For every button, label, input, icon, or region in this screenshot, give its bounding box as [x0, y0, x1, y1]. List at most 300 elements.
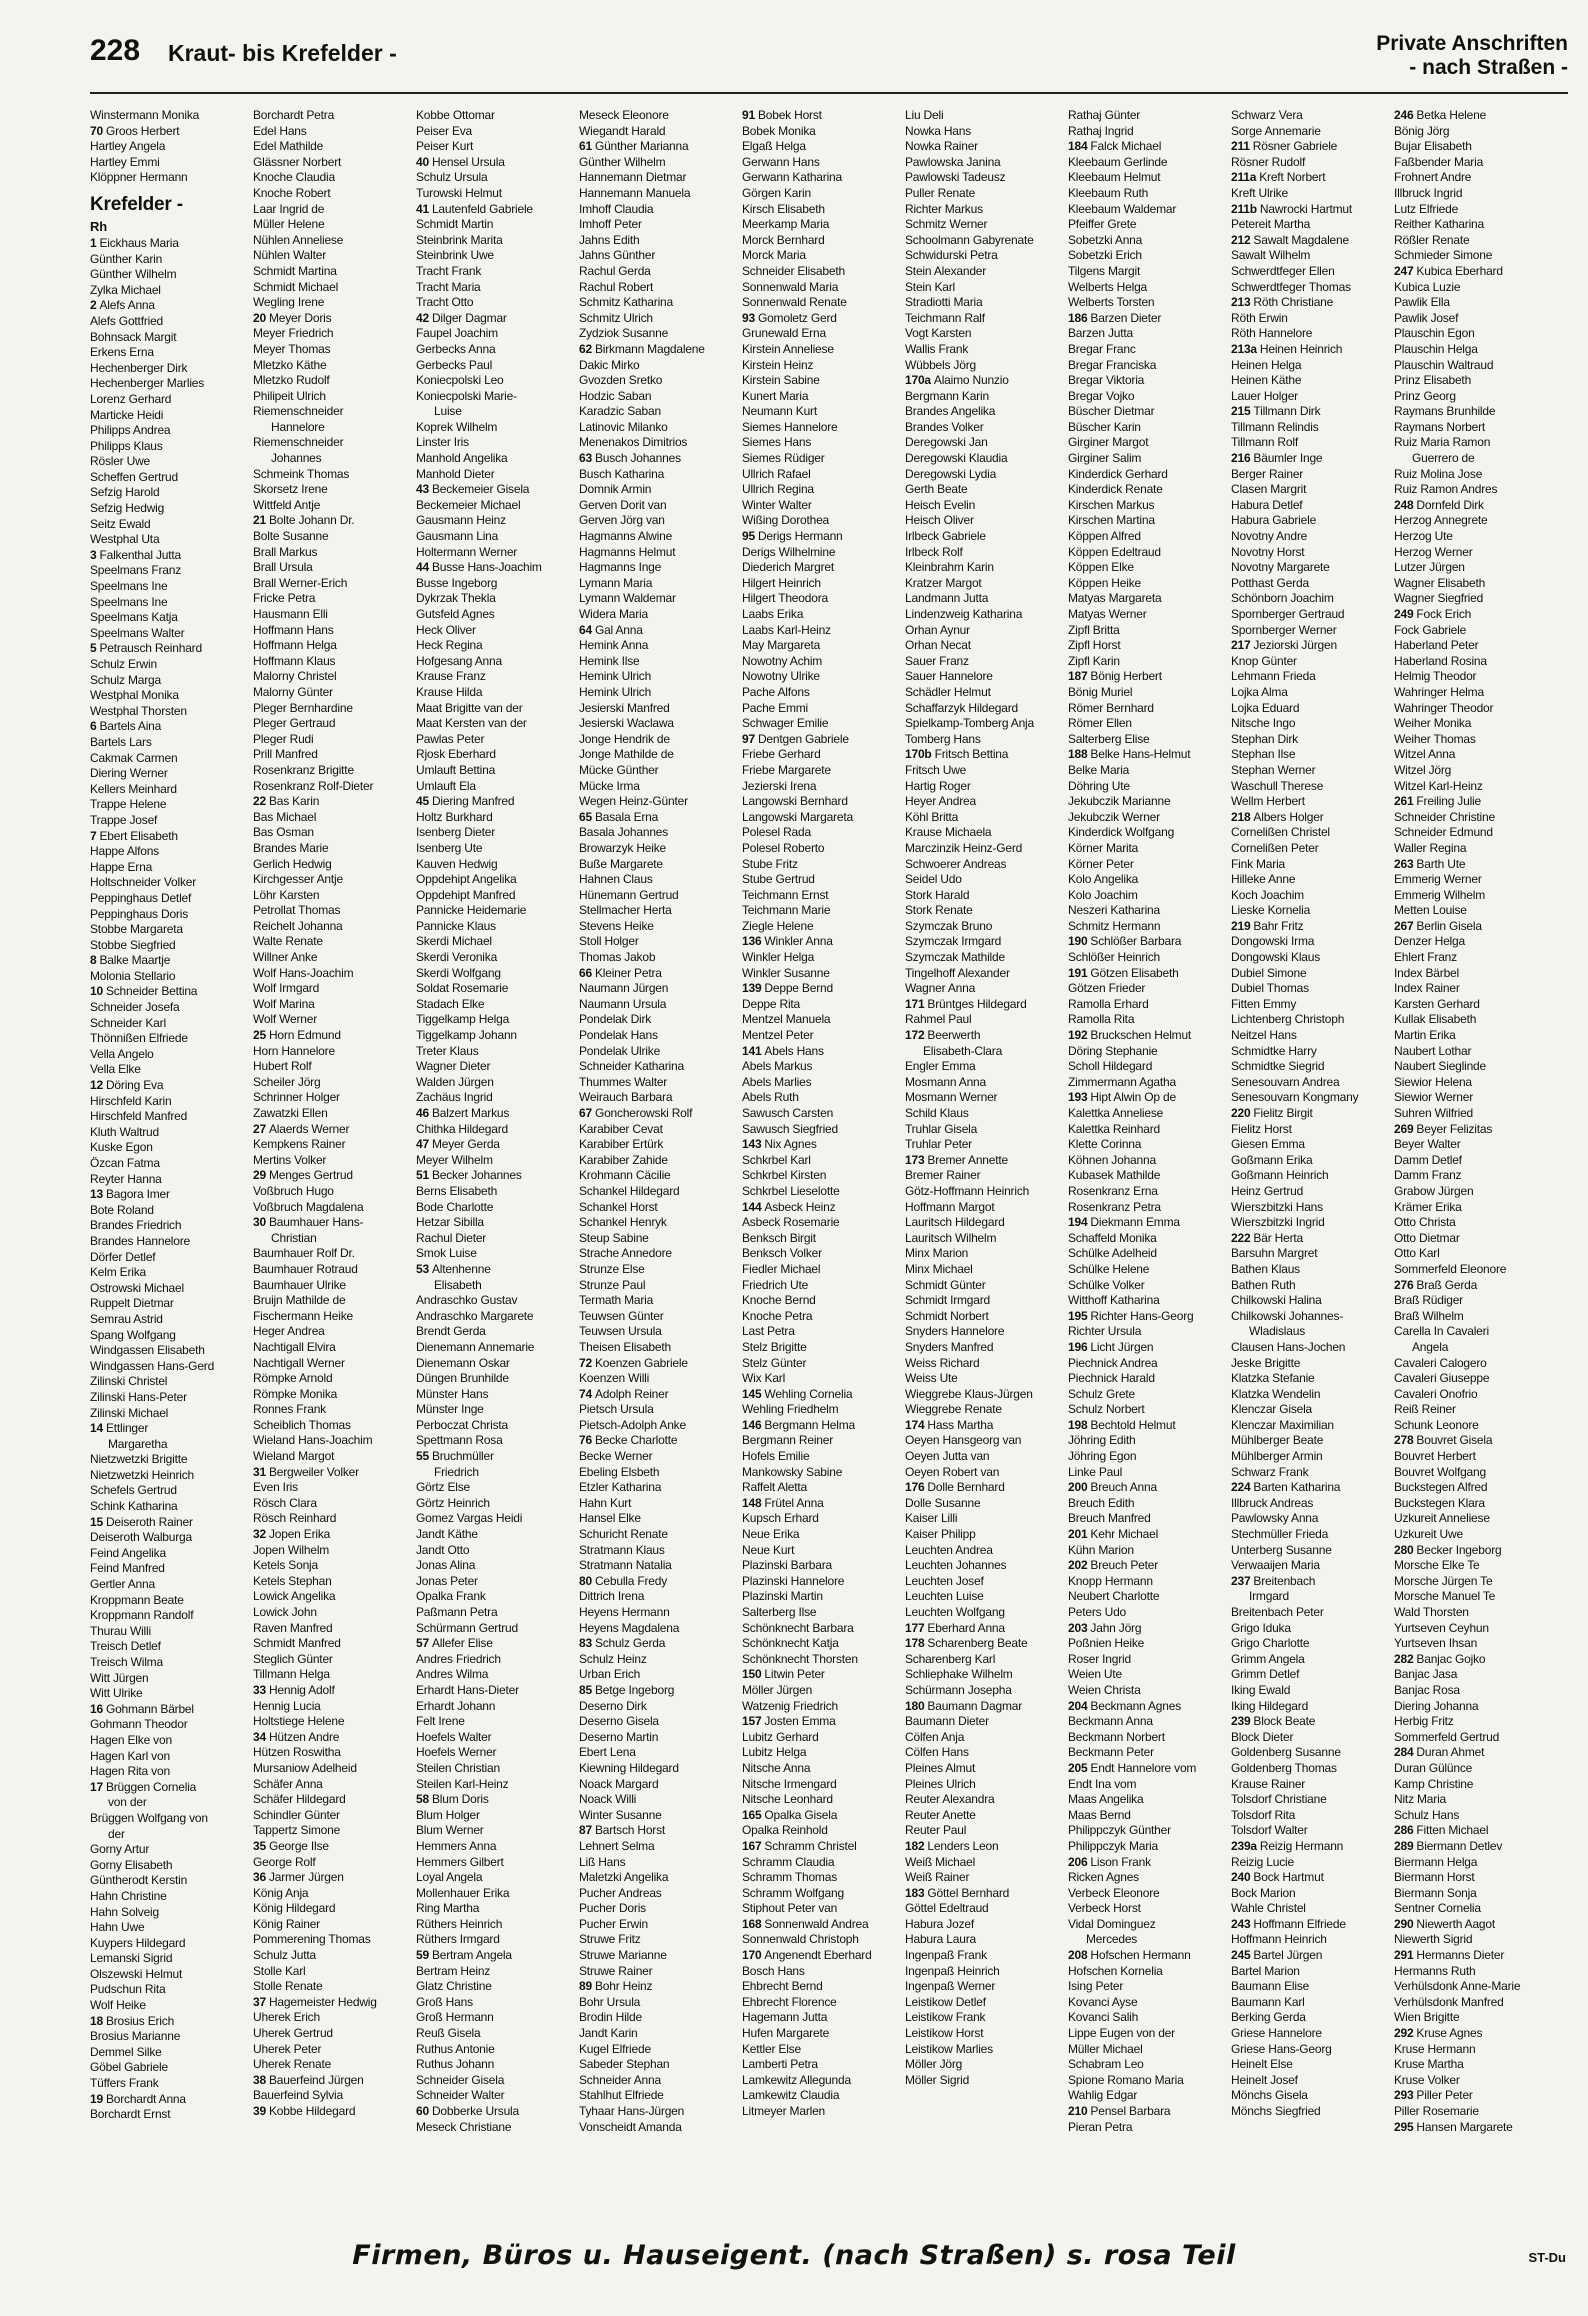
resident-name: Fritsch Uwe: [905, 762, 967, 777]
resident-name: Krefelder -: [90, 193, 183, 215]
resident-name: Erhardt Johann: [416, 1698, 496, 1713]
resident-name: Elisabeth: [434, 1277, 482, 1292]
resident-name: Kobbe Ottomar: [416, 108, 495, 122]
directory-entry: [579, 1184, 737, 1200]
resident-name: Bolte Johann Dr.: [268, 513, 355, 528]
resident-name: Pietsch Ursula: [579, 1402, 654, 1417]
resident-name: Falck Michael: [1090, 139, 1162, 154]
resident-name: Hofels Emilie: [742, 1449, 810, 1464]
directory-entry: [905, 654, 1063, 670]
directory-entry: [1394, 701, 1552, 717]
resident-name: Bergmann Karin: [905, 388, 989, 403]
resident-name: Diederich Margret: [742, 560, 834, 575]
directory-entry: [905, 1231, 1063, 1247]
directory-entry: [742, 607, 900, 623]
directory-entry: [579, 1153, 737, 1169]
directory-entry: [1068, 1699, 1226, 1715]
directory-entry: [905, 747, 1063, 763]
directory-entry: [416, 1621, 574, 1637]
resident-name: Hagmanns Helmut: [579, 544, 676, 559]
directory-entry: [416, 1309, 574, 1325]
resident-name: Gerlich Hedwig: [253, 856, 332, 871]
resident-name: Tillmann Dirk: [1253, 404, 1321, 419]
directory-entry: [905, 1106, 1063, 1122]
directory-entry: [1394, 155, 1552, 171]
resident-name: Kleiner Petra: [594, 965, 662, 980]
house-number: 165: [742, 1807, 762, 1822]
directory-entry: [253, 1200, 411, 1216]
house-number: 220: [1231, 1106, 1251, 1120]
resident-name: Rosenkranz Erna: [1068, 1183, 1158, 1198]
directory-entry: [416, 1246, 574, 1262]
resident-name: Stolle Karl: [253, 1963, 306, 1978]
directory-entry: [742, 1761, 900, 1777]
directory-entry: [1394, 1979, 1552, 1995]
directory-entry: [1231, 1621, 1389, 1637]
resident-name: Grigo Charlotte: [1231, 1636, 1310, 1651]
resident-name: Möller Sigrid: [905, 2072, 970, 2087]
directory-entry: [90, 501, 248, 517]
directory-entry: [1231, 482, 1389, 498]
directory-entry: [416, 248, 574, 264]
resident-name: Günther Wilhelm: [579, 154, 666, 169]
directory-entry: [579, 186, 737, 202]
resident-name: Kupsch Erhard: [742, 1511, 819, 1526]
resident-name: Rosenkranz Rolf-Dieter: [253, 778, 374, 793]
house-number: 70: [90, 123, 103, 138]
directory-entry: [742, 1932, 900, 1948]
house-number: 217: [1231, 638, 1251, 653]
resident-name: Soldat Rosemarie: [416, 981, 509, 996]
directory-entry: [416, 966, 574, 982]
directory-entry: [742, 2042, 900, 2058]
resident-name: Heinen Helga: [1231, 357, 1302, 372]
directory-entry: [905, 1745, 1063, 1761]
directory-entry: [416, 202, 574, 218]
directory-entry: [905, 591, 1063, 607]
directory-entry: [416, 1699, 574, 1715]
directory-entry: [253, 1730, 411, 1746]
resident-name: Noack Margard: [579, 1776, 659, 1791]
resident-name: Sobetzki Anna: [1068, 232, 1143, 247]
directory-entry: [253, 1106, 411, 1122]
directory-entry: [905, 1808, 1063, 1824]
directory-entry: [1068, 1371, 1226, 1387]
house-number: 206: [1068, 1854, 1088, 1869]
directory-entry: [253, 607, 411, 623]
resident-name: Mosmann Werner: [905, 1090, 998, 1105]
resident-name: Emmerig Wilhelm: [1394, 887, 1486, 902]
header-category: [1376, 32, 1568, 80]
resident-name: Mühlberger Armin: [1231, 1449, 1323, 1464]
resident-name: Scharenberg Beate: [927, 1636, 1028, 1651]
resident-name: Richter Hans-Georg: [1090, 1308, 1194, 1323]
directory-entry: [1068, 2042, 1226, 2058]
resident-name: Plazinski Barbara: [742, 1558, 832, 1573]
resident-name: Sonnenwald Renate: [742, 295, 847, 310]
house-number: 263: [1394, 856, 1414, 871]
directory-entry: [253, 513, 411, 529]
resident-name: Wahringer Helma: [1394, 684, 1484, 699]
directory-entry: [416, 2073, 574, 2089]
directory-entry: [416, 1465, 574, 1481]
directory-column-9: [1394, 108, 1552, 2228]
directory-entry: [253, 1387, 411, 1403]
directory-entry: [90, 170, 248, 186]
resident-name: Bas Michael: [253, 809, 317, 824]
directory-entry: [253, 1574, 411, 1590]
directory-entry: [1068, 1979, 1226, 1995]
resident-name: Engler Emma: [905, 1059, 976, 1074]
resident-name: Krohmann Cäcilie: [579, 1168, 671, 1183]
resident-name: Skerdi Wolfgang: [416, 965, 501, 980]
resident-name: Hannemann Manuela: [579, 185, 691, 200]
directory-entry: [1394, 1262, 1552, 1278]
directory-entry: [579, 1870, 737, 1886]
directory-entry: [1394, 1511, 1552, 1527]
resident-name: Nitz Maria: [1394, 1792, 1447, 1807]
directory-entry: [1231, 1589, 1389, 1605]
directory-entry: [579, 1683, 737, 1699]
resident-name: Walden Jürgen: [416, 1074, 494, 1089]
house-number: 51: [416, 1168, 429, 1183]
resident-name: Götzen Elisabeth: [1090, 965, 1179, 980]
directory-entry: [416, 1511, 574, 1527]
directory-entry: [742, 1028, 900, 1044]
resident-name: Naubert Lothar: [1394, 1043, 1472, 1058]
directory-entry: [905, 685, 1063, 701]
resident-name: Bartel Jürgen: [1253, 1948, 1323, 1963]
directory-entry: [90, 1967, 248, 1983]
resident-name: Kuypers Hildegard: [90, 1935, 186, 1950]
resident-name: Yurtseven Ceyhun: [1394, 1620, 1489, 1635]
directory-entry: [1394, 934, 1552, 950]
directory-entry: [1068, 607, 1226, 623]
directory-entry: [416, 716, 574, 732]
resident-name: Wierszbitzki Hans: [1231, 1199, 1323, 1214]
directory-entry: [1394, 1777, 1552, 1793]
resident-name: Busse Ingeborg: [416, 575, 498, 590]
directory-entry: [905, 217, 1063, 233]
directory-entry: [1394, 404, 1552, 420]
resident-name: Hennig Adolf: [268, 1682, 335, 1697]
directory-entry: [1231, 966, 1389, 982]
resident-name: Marczinzik Heinz-Gerd: [905, 840, 1023, 855]
resident-name: Beckmann Anna: [1068, 1714, 1153, 1729]
resident-name: Hagmanns Inge: [579, 560, 662, 575]
directory-entry: [579, 1356, 737, 1372]
house-number: 216: [1231, 451, 1251, 466]
directory-entry: [1231, 1387, 1389, 1403]
resident-name: Novotny Margarete: [1231, 560, 1330, 575]
resident-name: Hemmers Anna: [416, 1838, 497, 1853]
resident-name: Kleebaum Ruth: [1068, 185, 1149, 200]
resident-name: Bregar Franciska: [1068, 357, 1157, 372]
resident-name: Horn Edmund: [268, 1028, 341, 1043]
house-number: 85: [579, 1682, 592, 1697]
resident-name: Suhren Wilfried: [1394, 1106, 1474, 1120]
resident-name: Nowotny Ulrike: [742, 669, 820, 684]
resident-name: Busse Hans-Joachim: [431, 560, 542, 575]
resident-name: Schulz Norbert: [1068, 1402, 1145, 1417]
resident-name: Barzen Dieter: [1090, 310, 1162, 325]
resident-name: Opalka Frank: [416, 1589, 486, 1604]
house-number: 5: [90, 641, 97, 656]
resident-name: Dobberke Ursula: [431, 2104, 519, 2118]
resident-name: Happe Erna: [90, 859, 153, 874]
resident-name: Jandt Käthe: [416, 1527, 478, 1542]
directory-entry: [1394, 1683, 1552, 1699]
directory-column-7: [1068, 108, 1226, 2228]
directory-entry: [253, 1075, 411, 1091]
resident-name: Ingenpaß Heinrich: [905, 1963, 1000, 1978]
resident-name: Klöppner Hermann: [90, 170, 188, 185]
resident-name: Schwager Emilie: [742, 716, 829, 731]
directory-entry: [579, 1371, 737, 1387]
directory-entry: [253, 1948, 411, 1964]
resident-name: Breitenbach: [1253, 1573, 1316, 1588]
resident-name: Hemmers Gilbert: [416, 1854, 504, 1869]
resident-name: Leistikow Horst: [905, 2026, 984, 2041]
resident-name: Ingenpaß Werner: [905, 1979, 996, 1994]
resident-name: Welberts Torsten: [1068, 295, 1155, 310]
directory-entry: [1394, 591, 1552, 607]
resident-name: Block Beate: [1253, 1714, 1316, 1729]
house-number: 43: [416, 482, 429, 497]
resident-name: Allefer Elise: [431, 1636, 493, 1651]
resident-name: Fock Gabriele: [1394, 622, 1467, 637]
section-title: Kraut- bis Krefelder -: [168, 40, 397, 66]
resident-name: Tolsdorf Rita: [1231, 1807, 1296, 1822]
house-number: 143: [742, 1137, 762, 1152]
resident-name: Altenhenne: [431, 1261, 491, 1276]
directory-entry: [579, 1387, 737, 1403]
directory-entry: [579, 545, 737, 561]
directory-entry: [416, 1667, 574, 1683]
directory-entry: [905, 139, 1063, 155]
resident-name: Ramolla Rita: [1068, 1012, 1135, 1027]
resident-name: Winstermann Monika: [90, 108, 200, 122]
directory-entry: [905, 233, 1063, 249]
directory-entry: [579, 857, 737, 873]
directory-entry: [1068, 1761, 1226, 1777]
directory-column-1: [90, 108, 248, 2228]
house-number: 284: [1394, 1745, 1414, 1760]
resident-name: Göbel Gabriele: [90, 2060, 168, 2075]
resident-name: Münster Hans: [416, 1386, 489, 1401]
directory-entry: [90, 984, 248, 1000]
directory-entry: [579, 342, 737, 358]
directory-entry: [253, 1621, 411, 1637]
resident-name: Ruthus Antonie: [416, 2041, 495, 2056]
resident-name: Endt Hannelore vom: [1090, 1760, 1197, 1775]
house-number: 193: [1068, 1090, 1088, 1105]
resident-name: Pondelak Hans: [579, 1028, 658, 1043]
resident-name: Petereit Martha: [1231, 217, 1311, 232]
resident-name: Hünemann Gertrud: [579, 887, 679, 902]
directory-entry: [90, 1374, 248, 1390]
resident-name: Feind Angelika: [90, 1545, 166, 1560]
directory-entry: [905, 1823, 1063, 1839]
directory-entry: [1068, 2057, 1226, 2073]
directory-entry: [1068, 1324, 1226, 1340]
resident-name: Ebert Elisabeth: [99, 828, 178, 843]
resident-name: Bertram Heinz: [416, 1963, 491, 1978]
house-number: 170a: [905, 373, 931, 388]
resident-name: Mentzel Peter: [742, 1028, 814, 1043]
directory-entry: [742, 1792, 900, 1808]
resident-name: Friebe Margarete: [742, 762, 831, 777]
resident-name: Wieggrebe Klaus-Jürgen: [905, 1386, 1033, 1401]
directory-entry: [1231, 1808, 1389, 1824]
resident-name: Hemink Ilse: [579, 653, 640, 668]
directory-entry: [1394, 1122, 1552, 1138]
resident-name: Umlauft Ela: [416, 778, 476, 793]
directory-entry: [253, 1761, 411, 1777]
directory-entry: [1394, 716, 1552, 732]
resident-name: Karabiber Zahide: [579, 1152, 668, 1167]
resident-name: Jandt Karin: [579, 2026, 638, 2041]
directory-entry: [742, 919, 900, 935]
resident-name: Senesouvarn Andrea: [1231, 1074, 1340, 1089]
directory-entry: [1068, 482, 1226, 498]
house-number: 64: [579, 622, 592, 637]
resident-name: Borchardt Anna: [105, 2091, 186, 2106]
directory-entry: [1394, 342, 1552, 358]
resident-name: Zylka Michael: [90, 282, 161, 297]
directory-entry: [1394, 981, 1552, 997]
directory-entry: [416, 513, 574, 529]
directory-entry: [90, 907, 248, 923]
directory-entry: [1394, 1028, 1552, 1044]
directory-entry: [253, 794, 411, 810]
resident-name: Bergmann Helma: [764, 1417, 855, 1432]
directory-entry: [1394, 295, 1552, 311]
resident-name: Maletzki Angelika: [579, 1870, 669, 1885]
directory-entry: [253, 264, 411, 280]
directory-entry: [905, 1605, 1063, 1621]
resident-name: Neumann Kurt: [742, 404, 817, 419]
house-number: 211b: [1231, 201, 1257, 216]
directory-entry: [253, 1543, 411, 1559]
directory-entry: [905, 1761, 1063, 1777]
directory-entry: [253, 498, 411, 514]
resident-name: Peiser Kurt: [416, 139, 474, 154]
directory-entry: [1068, 1621, 1226, 1637]
directory-entry: [253, 139, 411, 155]
directory-entry: [253, 2042, 411, 2058]
resident-name: Hagemeister Hedwig: [268, 1994, 377, 2009]
resident-name: Schmidtke Siegrid: [1231, 1059, 1325, 1074]
resident-name: Nühlen Walter: [253, 248, 326, 263]
directory-entry: [1394, 1309, 1552, 1325]
resident-name: Bartels Aina: [99, 719, 162, 734]
directory-entry: [905, 1558, 1063, 1574]
resident-name: Mletzko Käthe: [253, 357, 327, 372]
resident-name: Borchardt Ernst: [90, 2107, 171, 2122]
resident-name: Wittfeld Antje: [253, 497, 321, 512]
resident-name: Angenendt Eberhard: [764, 1948, 872, 1963]
resident-name: Rosenkranz Petra: [1068, 1199, 1161, 1214]
directory-entry: [90, 1951, 248, 1967]
directory-entry: [579, 1979, 737, 1995]
resident-name: Körner Marita: [1068, 840, 1139, 855]
resident-name: Hubert Rolf: [253, 1059, 312, 1074]
directory-entry: [579, 623, 737, 639]
directory-entry: [742, 981, 900, 997]
directory-entry: [1394, 1543, 1552, 1559]
directory-entry: [579, 108, 737, 124]
directory-entry: [742, 1293, 900, 1309]
resident-name: Bönig Herbert: [1090, 669, 1162, 684]
resident-name: Lindenzweig Katharina: [905, 607, 1023, 621]
resident-name: Winkler Helga: [742, 950, 815, 965]
directory-entry: [1231, 186, 1389, 202]
directory-entry: [416, 1761, 574, 1777]
directory-entry: [1231, 1278, 1389, 1294]
resident-name: Brodin Hilde: [579, 2010, 642, 2025]
directory-entry: [1394, 1356, 1552, 1372]
resident-name: Uherek Erich: [253, 2010, 320, 2025]
resident-name: Stradiotti Maria: [905, 295, 983, 310]
directory-entry: [1068, 701, 1226, 717]
resident-name: Nawrocki Hartmut: [1259, 201, 1353, 216]
directory-entry: [90, 641, 248, 657]
resident-name: Truhlar Gisela: [905, 1121, 978, 1136]
resident-name: Heger Andrea: [253, 1324, 325, 1339]
directory-entry: [416, 264, 574, 280]
directory-entry: [253, 685, 411, 701]
directory-entry: [579, 810, 737, 826]
directory-entry: [1394, 1449, 1552, 1465]
directory-entry: [1231, 1340, 1389, 1356]
directory-entry: [1394, 1901, 1552, 1917]
directory-entry: [253, 1792, 411, 1808]
directory-entry: [1068, 2010, 1226, 2026]
resident-name: Klatzka Wendelin: [1231, 1386, 1321, 1401]
directory-entry: [90, 517, 248, 533]
resident-name: Jezierski Irena: [742, 778, 817, 793]
directory-entry: [1394, 311, 1552, 327]
resident-name: Metten Louise: [1394, 903, 1467, 918]
resident-name: Dilger Dagmar: [431, 310, 507, 325]
resident-name: Potthast Gerda: [1231, 575, 1309, 590]
directory-entry: [1231, 841, 1389, 857]
directory-entry: [416, 1480, 574, 1496]
directory-entry: [1231, 513, 1389, 529]
directory-entry: [1231, 1745, 1389, 1761]
directory-entry: [253, 1558, 411, 1574]
directory-entry: [416, 591, 574, 607]
directory-entry: [416, 1886, 574, 1902]
directory-entry: [416, 170, 574, 186]
resident-name: Ostrowski Michael: [90, 1280, 184, 1295]
resident-name: Rachul Robert: [579, 279, 654, 294]
directory-entry: [579, 311, 737, 327]
directory-entry: [1231, 747, 1389, 763]
resident-name: Abels Markus: [742, 1059, 813, 1074]
resident-name: Schulz Jutta: [253, 1948, 316, 1963]
resident-name: Teuwsen Ursula: [579, 1324, 662, 1339]
resident-name: Hemink Anna: [579, 638, 649, 653]
resident-name: Otto Dietmar: [1394, 1230, 1460, 1245]
resident-name: Koniecpolski Leo: [416, 373, 504, 388]
resident-name: Pucher Andreas: [579, 1885, 662, 1900]
resident-name: Snyders Manfred: [905, 1339, 994, 1354]
house-number: 59: [416, 1948, 429, 1963]
directory-entry: [416, 1932, 574, 1948]
resident-name: Ramolla Erhard: [1068, 996, 1149, 1011]
